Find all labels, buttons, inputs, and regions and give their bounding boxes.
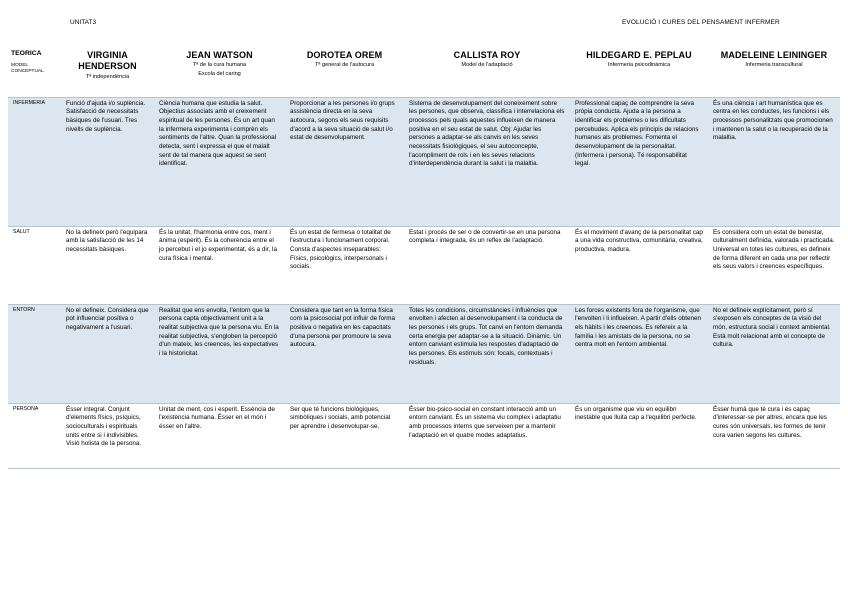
table-cell: Ésser bio-psico-social en constant interacció amb un entorn canviant. És un sistema viu complex i adaptatiu amb processos interns que serveixen per a mantenir l'adaptació en el quatre modes adaptatius. (404, 403, 570, 468)
table-cell: És el moviment d'avanç de la personalitat cap a una vida constructiva, comunitària, creativa, productiva, madura. (570, 226, 708, 304)
table-cell: No la defineix però l'equipara amb la satisfacció de les 14 necessitats bàsiques. (61, 226, 154, 304)
table-cell: És una ciència i art humanística que es centra en les conductes, les funcions i els processos personalitzats que promocionen i mantenen la salut o la recuperació de la malaltia. (708, 97, 840, 226)
table-cell: No el defineix. Considera que pot influenciar positiva o negativament a l'usuari. (61, 304, 154, 403)
theory-name: Model de l'adaptació (461, 62, 513, 69)
theorist-name: CALLISTA ROY (453, 50, 521, 60)
table-cell: Proporcionar a les persones i/o grups assistència directa en la seva autocura, segons els seus requisits d'acord a la seva situació de salut i/o estat de desenvolupament. (285, 97, 404, 226)
theory-name: Tª de la cura humana (192, 62, 247, 69)
header-label-sub: MODEL CONCEPTUAL (11, 63, 44, 75)
column-header-peplau (570, 46, 708, 97)
table-cell: Es considera com un estat de benestar, culturalment definida, valorada i practicada. Universal en totes les cultures, es defineix de forma diferent en cada una per reflectir els seus valors i creences específiques. (708, 226, 840, 304)
theorist-name: DOROTEA OREM (306, 50, 383, 60)
table-cell: Estat i procés de ser o de convertir-se en una persona completa i integrada, és un reflex de l'adaptació. (404, 226, 570, 304)
table-row-infermeria (8, 97, 840, 226)
table-cell: Ciència humana que estudia la salut. Objectius associats amb el creixement espiritual de les persones. És un art quan la infermera experimenta i comprèn els sentiments de l'altre. Quan la professional detecta, sent i expressa el que el malalt sent de tal manera que aquest se sent identificat. (154, 97, 285, 226)
column-header-orem (285, 46, 404, 97)
table-cell: Ser que té funcions biològiques, simbòliques i socials, amb potencial per aprendre i desenvolupar-se. (285, 403, 404, 468)
row-label: ENTORN (8, 304, 61, 403)
table-cell: Unitat de ment, cos i esperit. Essència de l'existència humana. Ésser en el món i ésser en l'altre. (154, 403, 285, 468)
theorist-name: MADELEINE LEININGER (720, 50, 828, 60)
column-header-henderson (61, 46, 154, 97)
table-cell: És un organisme que viu en equilibri inestable que lluita cap a l'equilibri perfecte. (570, 403, 708, 468)
document-title: EVOLUCIÓ I CURES DEL PENSAMENT INFERMER (622, 19, 780, 26)
theory-name: Infermeria transcultural (745, 62, 803, 69)
nursing-theories-table (8, 46, 840, 469)
table-cell: No el defineix explícitament, però sí s'exposen els conceptes de la visió del món, estructura social i context ambiental. Està molt relacionat amb el concepte de cultura. (708, 304, 840, 403)
table-cell: És un estat de fermesa o totalitat de l'estructura i funcionament corporal. Consta d'aspectes inseparables: Físics, psicològics, interpersonals i socials. (285, 226, 404, 304)
header-label-main: TEORICA (11, 50, 42, 57)
theory-name: Infermeria psicodinàmica (607, 62, 671, 69)
unit-label: UNITAT3 (70, 19, 97, 26)
column-header-roy (404, 46, 570, 97)
theory-name: Tª independència (85, 73, 130, 80)
column-header-watson (154, 46, 285, 97)
table-row-salut (8, 226, 840, 304)
table-cell: Funció d'ajuda i/o suplència. Satisfacció de necessitats bàsiques de l'usuari. Tres nivells de suplència. (61, 97, 154, 226)
table-cell: Ésser integral. Conjunt d'elements físics, psíquics, socioculturals i espirituals units entre si i indivisibles. Visió holista de la persona. (61, 403, 154, 468)
table-cell: Ésser humà que té cura i és capaç d'interessar-se per altres, encara que les cures són universals, les formes de tenir cura varien segons les cultures. (708, 403, 840, 468)
row-label: PERSONA (8, 403, 61, 468)
theorist-name: VIRGINIA HENDERSON (78, 50, 137, 72)
theorist-name: JEAN WATSON (186, 50, 253, 60)
table-cell: Realitat que ens envolta, l'entorn que la persona capta objectivament unit a la realitat subjectiva que la persona viu. En la realitat subjectiva, s'engloben la percepció d'un mateix, les creences, les expectatives i la historicitat. (154, 304, 285, 403)
table-row-entorn (8, 304, 840, 403)
table-cell: Professional capaç de comprendre la seva pròpia conducta. Ajuda a la persona a identificar els problemes o les dificultats percebudes. Aplica els principis de relacions humanes als problemes. Fomenta el desenvolupament de la personalitat. (Infermera i persona). Té responsabilitat legal. (570, 97, 708, 226)
theory-name: Tª general de l'autocura (314, 62, 375, 69)
column-header-leininger (708, 46, 840, 97)
header-row (8, 46, 840, 97)
table-cell: Les forces existents fora de l'organisme, que l'envolten i li influeixen. A partir d'ells obtenen els hàbits i les creences. Es refereix a la família i les amistats de la persona, no se centra molt en l'entorn ambiental. (570, 304, 708, 403)
header-label-cell (8, 46, 61, 97)
table-cell: Considera que tant en la forma física com la psicosocial pot influir de forma positiva o negativa en les capacitats d'una persona per promoure la seva autocura. (285, 304, 404, 403)
row-label: SALUT (8, 226, 61, 304)
theory-school: Escola del caring (198, 70, 241, 77)
table-row-persona (8, 403, 840, 468)
table-cell: És la unitat, l'harmonia entre cos, ment i ànima (esperit). És la coherència entre el jo percebut i el jo experimentat, és a dir, la cura física i mental. (154, 226, 285, 304)
theorist-name: HILDEGARD E. PEPLAU (586, 50, 692, 60)
row-label: INFERMERIA (8, 97, 61, 226)
table-cell: Totes les condicions, circumstàncies i influències que envolten i afecten al desenvolupament i la conducta de les persones i els grups. Tot canvi en l'entorn demanda certa energia per adaptar-se a la situació. Dinàmic. Un entorn canviant estimula les respostes d'adaptació de les persones. Els estímuls són: focals, contextuals i residuals. (404, 304, 570, 403)
table-cell: Sistema de desenvolupament del coneixement sobre les persones, que observa, classifica i interrelaciona els processos pels quals aquestes influeixen de manera positiva en el seu estat de salut. Obj: Ajudar les persones a adaptar-se als canvis en les seves necessitats fisiològiques, el seu autoconcepte, l'acompliment de rols i en les seves relacions d'interdependència durant la salut i la malaltia. (404, 97, 570, 226)
